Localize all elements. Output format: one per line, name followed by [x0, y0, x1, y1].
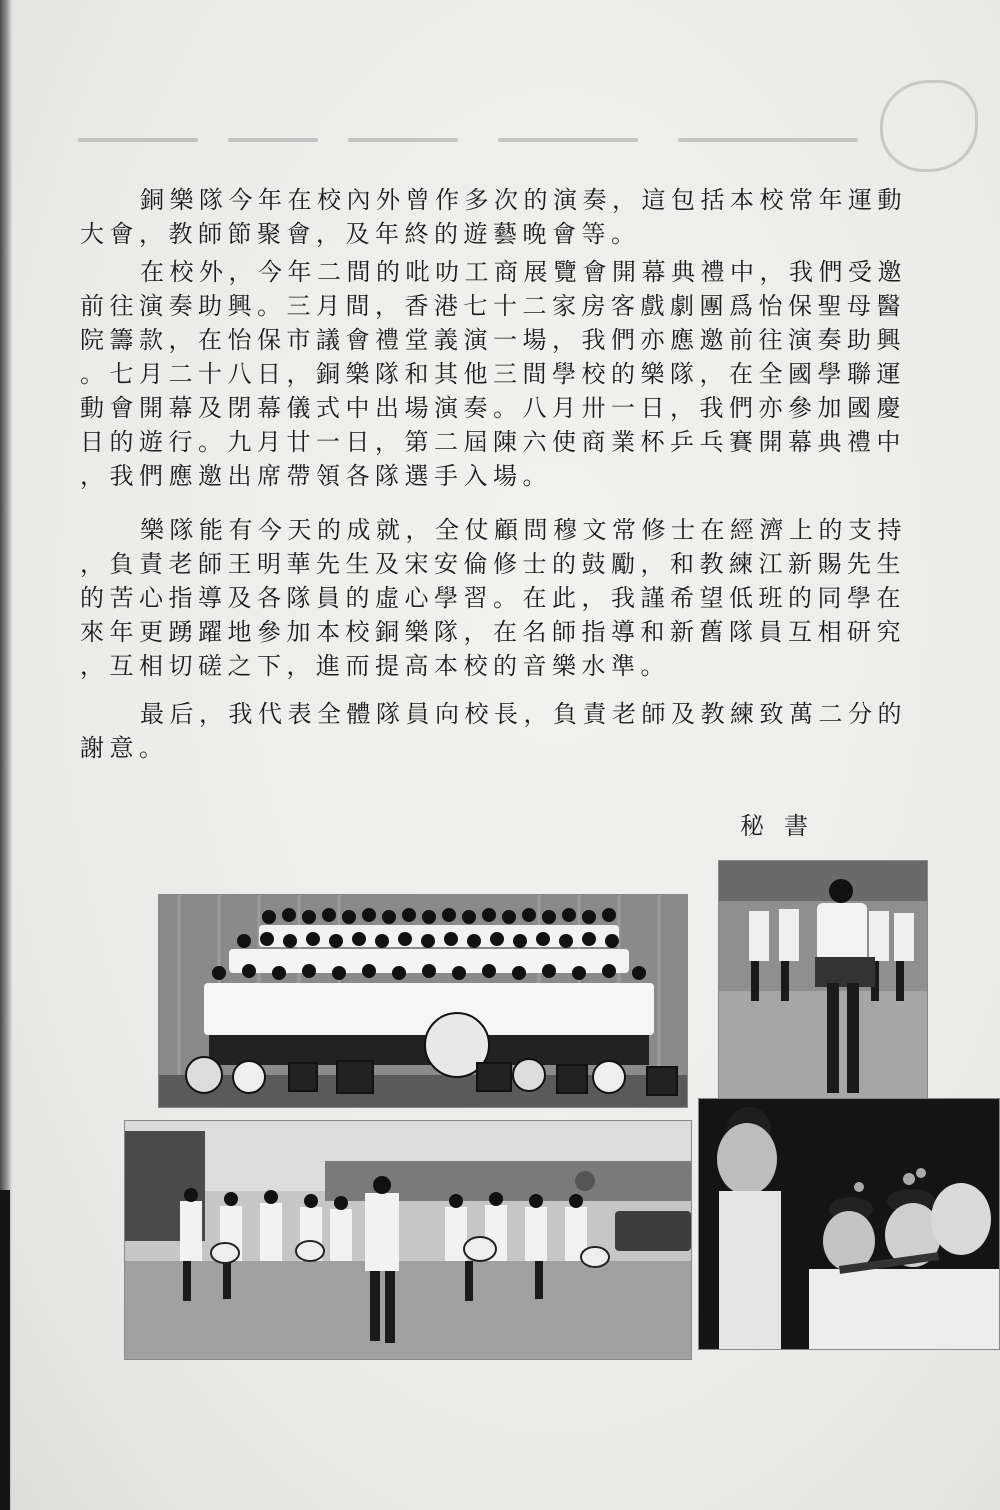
paragraph-2: [80, 255, 980, 493]
text-line: 動會開幕及閉幕儀式中出場演奏。八月卅一日，我們亦參加國慶: [80, 394, 906, 422]
street-parade-photo: [124, 1120, 692, 1360]
faded-header-decoration: [78, 120, 978, 162]
text-line: 大會，教師節聚會，及年終的遊藝晚會等。: [80, 220, 641, 248]
paragraph-4: [80, 697, 980, 765]
text-line: 來年更踴躍地參加本校銅樂隊，在名師指導和新舊隊員互相研究: [80, 618, 906, 646]
text-line: 在校外，今年二間的吡叻工商展覽會開幕典禮中，我們受邀: [140, 258, 907, 286]
text-line: 最后，我代表全體隊員向校長，負責老師及教練致萬二分的: [140, 700, 907, 728]
text-line: 。七月二十八日，銅樂隊和其他三間學校的樂隊，在全國學聯運: [80, 360, 906, 388]
text-line: ，互相切磋之下，進而提高本校的音樂水準。: [80, 652, 670, 680]
paragraph-1: [80, 183, 980, 251]
text-line: ，負責老師王明華先生及宋安倫修士的鼓勵，和教練江新賜先生: [80, 550, 906, 578]
text-line: 謝意。: [80, 734, 169, 762]
text-line: ，我們應邀出席帶領各隊選手入場。: [80, 462, 552, 490]
text-line: 樂隊能有今天的成就，全仗顧問穆文常修士在經濟上的支持: [140, 516, 907, 544]
pipers-closeup-photo: [698, 1098, 1000, 1350]
signature: 秘書: [740, 812, 828, 840]
text-line: 前往演奏助興。三月間，香港七十二家房客戲劇團爲怡保聖母醫: [80, 292, 906, 320]
text-line: 的苦心指導及各隊員的虛心學習。在此，我謹希望低班的同學在: [80, 584, 906, 612]
text-line: 日的遊行。九月廿一日，第二屆陳六使商業杯乒乓賽開幕典禮中: [80, 428, 906, 456]
binding-edge: [0, 0, 12, 1510]
paragraph-3: [80, 513, 980, 683]
faded-emblem-icon: [880, 80, 978, 172]
text-line: 銅樂隊今年在校內外曾作多次的演奏，這包括本校常年運動: [140, 186, 907, 214]
band-group-photo: [158, 894, 688, 1108]
drummer-marching-photo: [718, 860, 928, 1110]
text-line: 院籌款，在怡保市議會禮堂義演一場，我們亦應邀前往演奏助興: [80, 326, 906, 354]
